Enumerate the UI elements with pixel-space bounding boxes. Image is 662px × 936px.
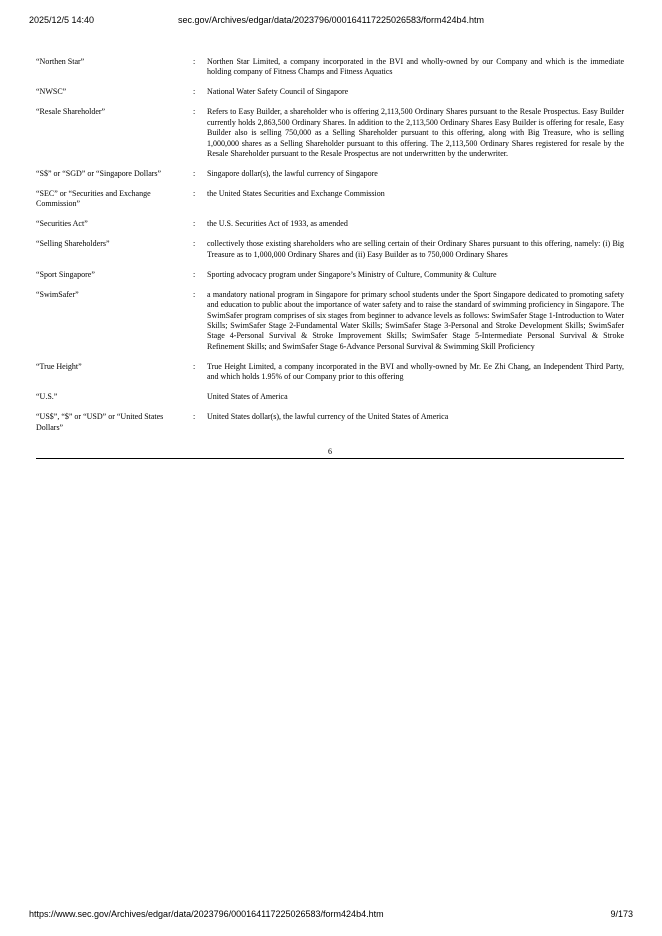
definition-row <box>36 239 624 269</box>
definition-row <box>36 412 624 442</box>
definition-term: “NWSC” <box>36 87 67 97</box>
definition-text: United States dollar(s), the lawful currency of the United States of America <box>207 412 449 422</box>
definition-separator: : <box>193 289 196 299</box>
print-page-title: sec.gov/Archives/edgar/data/2023796/000164117225026583/form424b4.htm <box>177 15 485 25</box>
definition-row <box>36 219 624 239</box>
definition-text: the U.S. Securities Act of 1933, as amended <box>207 219 348 229</box>
definition-term: “True Height” <box>36 361 82 371</box>
definition-text: the United States Securities and Exchange Commission <box>207 189 385 199</box>
definition-separator: : <box>193 219 196 229</box>
page-number: 6 <box>328 446 332 456</box>
print-datetime: 2025/12/5 14:40 <box>29 15 95 25</box>
definition-separator: : <box>193 239 196 249</box>
definition-row <box>36 392 624 412</box>
definition-row <box>36 270 624 290</box>
definition-text: Sporting advocacy program under Singapore’s Ministry of Culture, Community & Culture <box>207 269 497 279</box>
definition-term: “SEC” or “Securities and Exchange Commission” <box>36 189 151 209</box>
definition-row <box>36 189 624 219</box>
document-content <box>36 57 624 459</box>
definition-separator: : <box>193 269 196 279</box>
definition-row <box>36 107 624 169</box>
definition-row <box>36 169 624 189</box>
definition-separator <box>193 392 207 412</box>
definition-separator: : <box>193 189 196 199</box>
definition-separator: : <box>193 169 196 179</box>
definition-term: “Resale Shareholder” <box>36 107 106 117</box>
definition-row <box>36 87 624 107</box>
definition-term: “Selling Shareholders” <box>36 239 110 249</box>
definition-text: United States of America <box>207 392 288 402</box>
definition-row <box>36 57 624 87</box>
definition-term: “Securities Act” <box>36 219 88 229</box>
print-footer <box>29 909 633 923</box>
definition-term: “Northen Star” <box>36 57 85 66</box>
definition-text: collectively those existing shareholders who are selling certain of their Ordinary Shares pursuant to this offering, namely: (i) Big Treasure as to 1,000,000 Ordinary Shares and (ii) Easy Builder as to 750,000 Ordinary Shares <box>207 239 624 259</box>
definition-text: Refers to Easy Builder, a shareholder who is offering 2,113,500 Ordinary Shares pursuant to the Resale Prospectus. Easy Builder currently holds 2,863,500 Ordinary Shares. In addition to the 2,113,500 Ordinary Shares Easy Builder is offering for resale, Easy Builder also is selling 750,000 as a Selling Shareholder pursuant to this offering, along with Big Treasure, who is selling 1,000,000 shares as a Selling Shareholder pursuant to this offering. The 2,113,500 Ordinary Shares registered for resale by the Resale Shareholder pursuant to the Resale Prospectus are not underwritten by the underwriter. <box>207 107 624 159</box>
print-header <box>29 15 633 29</box>
definition-term: “US$”, “$” or “USD” or “United States Dollars” <box>36 412 164 432</box>
definition-text: a mandatory national program in Singapore for primary school students under the Sport Singapore dedicated to promoting safety and education to public about the importance of water safety and to raise the standard of swimming proficiency in Singapore. The SwimSafer program comprises of six stages from beginner to advance levels as follows: SwimSafer Stage 1-Introduction to Water Skills; SwimSafer Stage 2-Fundamental Water Skills; SwimSafer Stage 3-Personal and Stroke Development Skills; SwimSafer Stage 4-Personal Survival & Stroke Improvement Skills; SwimSafer Stage 5-Intermediate Personal Survival & Stroke Refinement Skills; and SwimSafer Stage 6-Advance Personal Survival & Swimming Skill Proficiency <box>207 289 624 351</box>
definition-separator: : <box>193 361 196 371</box>
print-page-indicator: 9/173 <box>610 909 633 919</box>
definition-separator: : <box>193 57 196 66</box>
definition-term: “Sport Singapore” <box>36 269 95 279</box>
definition-text: Singapore dollar(s), the lawful currency of Singapore <box>207 169 378 179</box>
definition-text: National Water Safety Council of Singapore <box>207 87 349 97</box>
definition-term: “U.S.” <box>36 392 58 402</box>
definition-row <box>36 362 624 392</box>
definition-text: True Height Limited, a company incorporated in the BVI and wholly-owned by Mr. Ee Zhi Chang, an Independent Third Party, and which holds 1.95% of our Company prior to this offering <box>207 361 624 382</box>
definition-term: “SwimSafer” <box>36 289 79 299</box>
definition-term: “S$” or “SGD” or “Singapore Dollars” <box>36 169 162 179</box>
definition-text: Northen Star Limited, a company incorporated in the BVI and wholly-owned by our Company and which is the immediate holding company of Fitness Champs and Fitness Aquatics <box>207 57 624 77</box>
print-url: https://www.sec.gov/Archives/edgar/data/2023796/000164117225026583/form424b4.htm <box>29 909 384 919</box>
definition-separator: : <box>193 107 196 117</box>
definition-separator: : <box>193 412 196 422</box>
definitions-table <box>36 57 624 443</box>
definition-separator: : <box>193 87 196 97</box>
page-divider <box>36 458 624 459</box>
definition-row <box>36 290 624 362</box>
